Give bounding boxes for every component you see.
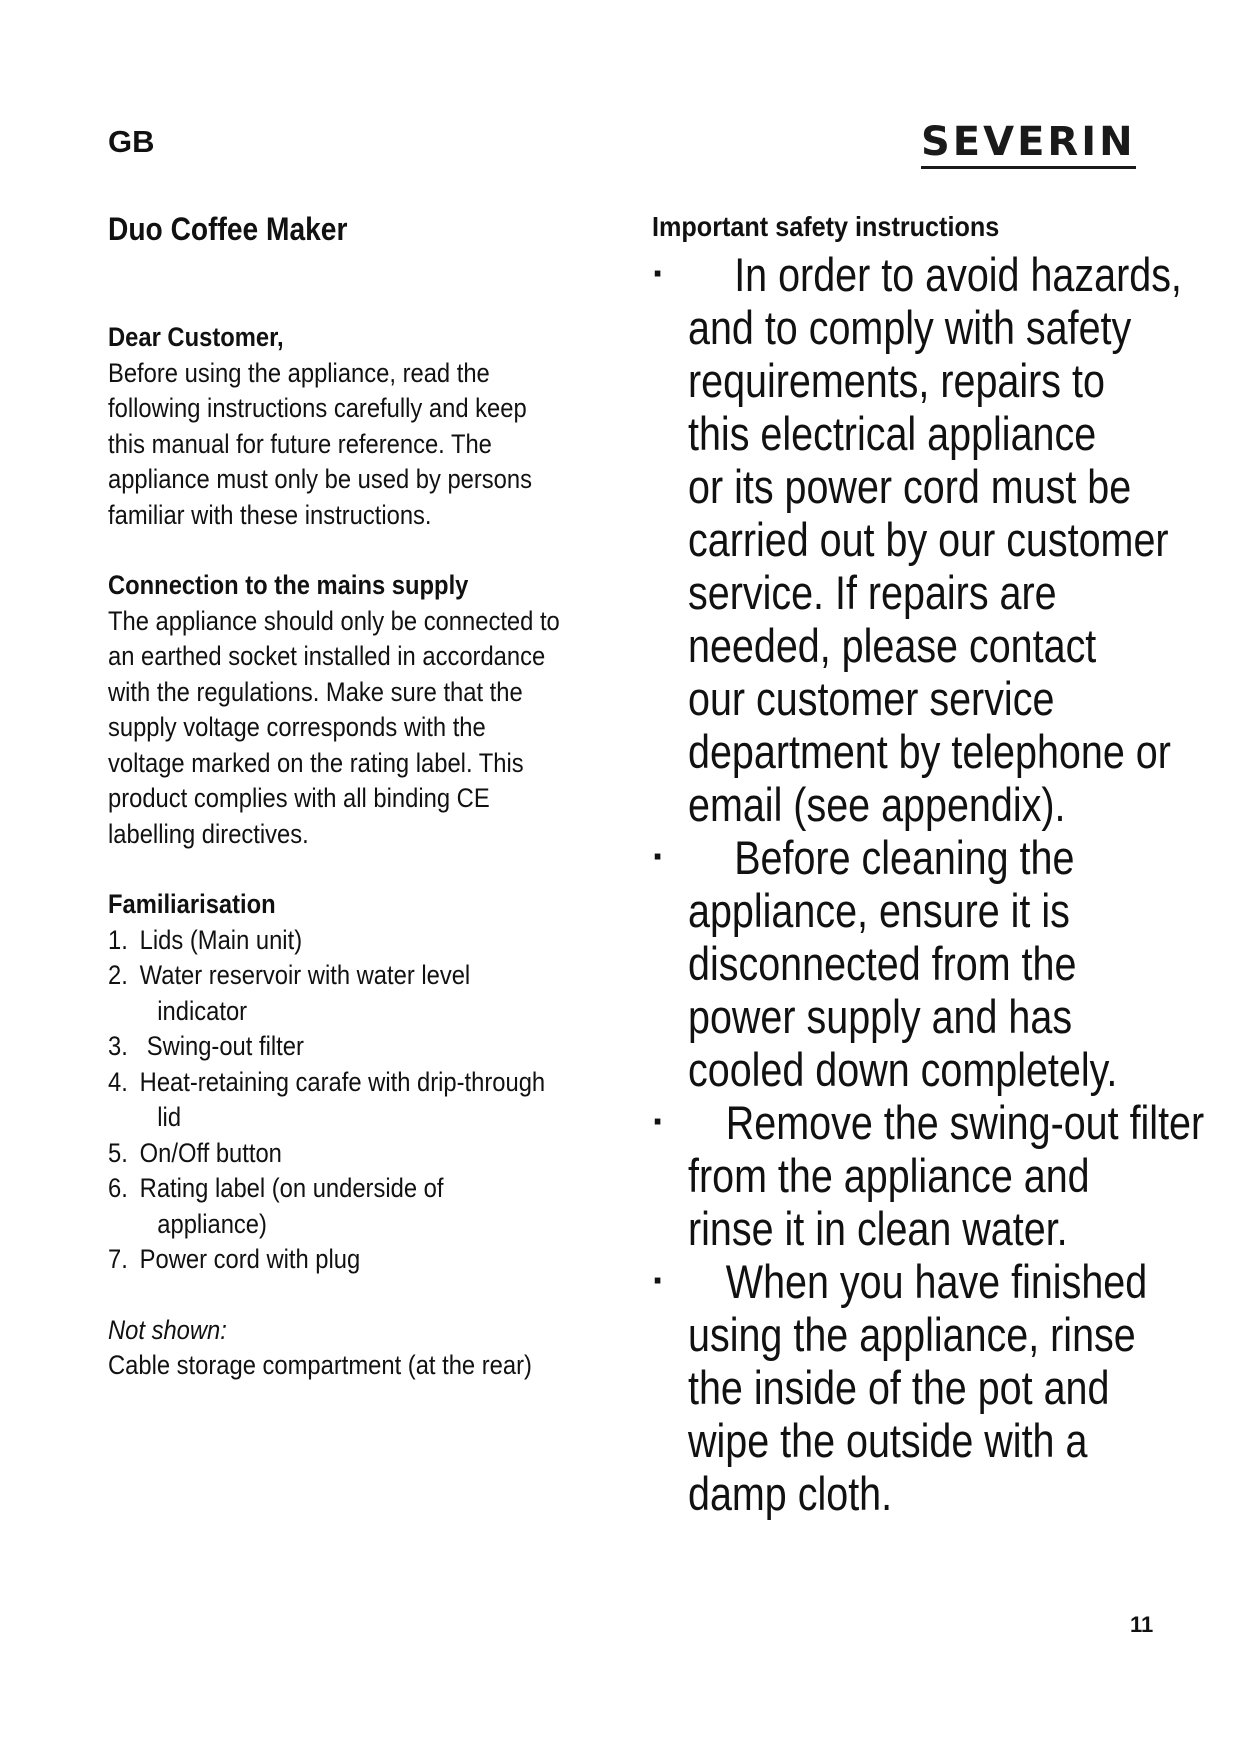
mains-heading: Connection to the mains supply (108, 570, 469, 600)
list-item-continuation: lid (157, 1102, 182, 1132)
list-item-text (140, 1171, 636, 1242)
document-title: Duo Coffee Maker (108, 211, 348, 247)
dear-customer-line: familiar with these instructions. (108, 499, 432, 530)
list-item (108, 958, 636, 1029)
list-item (108, 1242, 636, 1278)
list-item-line: Water reservoir with water level (139, 960, 471, 990)
left-column (108, 210, 636, 1384)
right-column (652, 210, 1205, 1520)
safety-line: Remove the swing-out filter (725, 1096, 1205, 1149)
severin-logo: SEVERIN (921, 120, 1136, 169)
dear-customer-section (108, 320, 636, 533)
familiarisation-section (108, 887, 636, 1278)
safety-line: or its power cord must be (688, 460, 1132, 513)
list-item-text: Lids (Main unit) (139, 924, 303, 955)
safety-line: department by telephone or (688, 725, 1171, 778)
bullet-icon: · (652, 1259, 666, 1303)
list-item (108, 923, 636, 959)
list-item-text: On/Off button (139, 1137, 282, 1168)
mains-line: labelling directives. (108, 818, 309, 849)
parts-list (108, 923, 636, 1278)
list-item-text (688, 1096, 1209, 1255)
not-shown-section (108, 1313, 636, 1384)
safety-line: Before cleaning the (734, 831, 1075, 884)
familiarisation-heading: Familiarisation (108, 889, 276, 919)
safety-line: In order to avoid hazards, (734, 248, 1182, 301)
list-item-number: 5. (108, 1137, 128, 1168)
list-item-text (688, 1255, 1209, 1520)
safety-line: the inside of the pot and (688, 1361, 1110, 1414)
dear-customer-line: following instructions carefully and keep (108, 393, 527, 423)
safety-line: disconnected from the (688, 937, 1077, 990)
list-item (108, 1065, 636, 1136)
not-shown-label: Not shown: (108, 1314, 227, 1345)
list-item (652, 1255, 1192, 1520)
safety-line: service. If repairs are (688, 566, 1057, 619)
mains-line: product complies with all binding CE (108, 783, 490, 813)
list-item-number: 6. (108, 1173, 128, 1203)
safety-line: appliance, ensure it is (688, 884, 1070, 937)
bullet-icon: · (652, 835, 666, 879)
list-item-number: 4. (108, 1066, 128, 1097)
list-item-text: Swing-out filter (146, 1031, 304, 1061)
list-item-text (140, 958, 636, 1029)
bullet-icon: · (652, 252, 666, 296)
list-item-continuation: indicator (157, 995, 248, 1026)
list-item-continuation: appliance) (157, 1208, 267, 1239)
list-item (652, 1096, 1205, 1255)
list-item-text (688, 831, 1209, 1096)
safety-heading: Important safety instructions (652, 211, 1000, 242)
dear-customer-line: Before using the appliance, read the (108, 357, 490, 388)
list-item (652, 248, 1192, 831)
bullet-icon: · (652, 1100, 666, 1144)
list-item-text: Power cord with plug (139, 1244, 361, 1274)
safety-line: needed, please contact (688, 619, 1097, 672)
safety-list (652, 248, 1205, 1520)
safety-line: our customer service (688, 672, 1055, 725)
language-code: GB (108, 124, 155, 159)
dear-customer-heading: Dear Customer, (108, 322, 284, 352)
safety-line: rinse it in clean water. (688, 1202, 1068, 1255)
list-item-number: 7. (108, 1244, 128, 1274)
list-item-text (140, 1065, 636, 1136)
list-item-line: Heat-retaining carafe with drip-through (139, 1066, 546, 1097)
mains-line: supply voltage corresponds with the (108, 712, 486, 742)
page-number: 11 (1130, 1612, 1154, 1637)
mains-line: with the regulations. Make sure that the (108, 676, 523, 707)
safety-line: power supply and has (688, 990, 1073, 1043)
mains-line: an earthed socket installed in accordance (108, 641, 546, 671)
safety-line: email (see appendix). (688, 778, 1066, 831)
safety-line: and to comply with safety (688, 301, 1132, 354)
list-item-line: Rating label (on underside of (139, 1173, 444, 1203)
safety-line: damp cloth. (688, 1467, 893, 1520)
safety-line: cooled down completely. (688, 1043, 1118, 1096)
safety-line: using the appliance, rinse (688, 1308, 1136, 1361)
list-item-number: 3. (108, 1031, 128, 1061)
safety-line: When you have finished (725, 1255, 1148, 1308)
list-item-text (688, 248, 1209, 831)
mains-line: voltage marked on the rating label. This (108, 747, 524, 778)
list-item-number: 2. (108, 960, 128, 990)
not-shown-text: Cable storage compartment (at the rear) (108, 1350, 532, 1380)
dear-customer-line: this manual for future reference. The (108, 428, 492, 459)
dear-customer-line: appliance must only be used by persons (108, 464, 532, 494)
list-item-number: 1. (108, 924, 128, 955)
mains-section (108, 568, 636, 852)
safety-line: requirements, repairs to (688, 354, 1105, 407)
safety-line: carried out by our customer (688, 513, 1169, 566)
mains-line: The appliance should only be connected to (108, 605, 560, 636)
safety-line: wipe the outside with a (688, 1414, 1088, 1467)
list-item (652, 831, 1192, 1096)
list-item (108, 1029, 636, 1065)
safety-line: this electrical appliance (688, 407, 1097, 460)
safety-line: from the appliance and (688, 1149, 1090, 1202)
list-item (108, 1136, 636, 1172)
list-item (108, 1171, 636, 1242)
